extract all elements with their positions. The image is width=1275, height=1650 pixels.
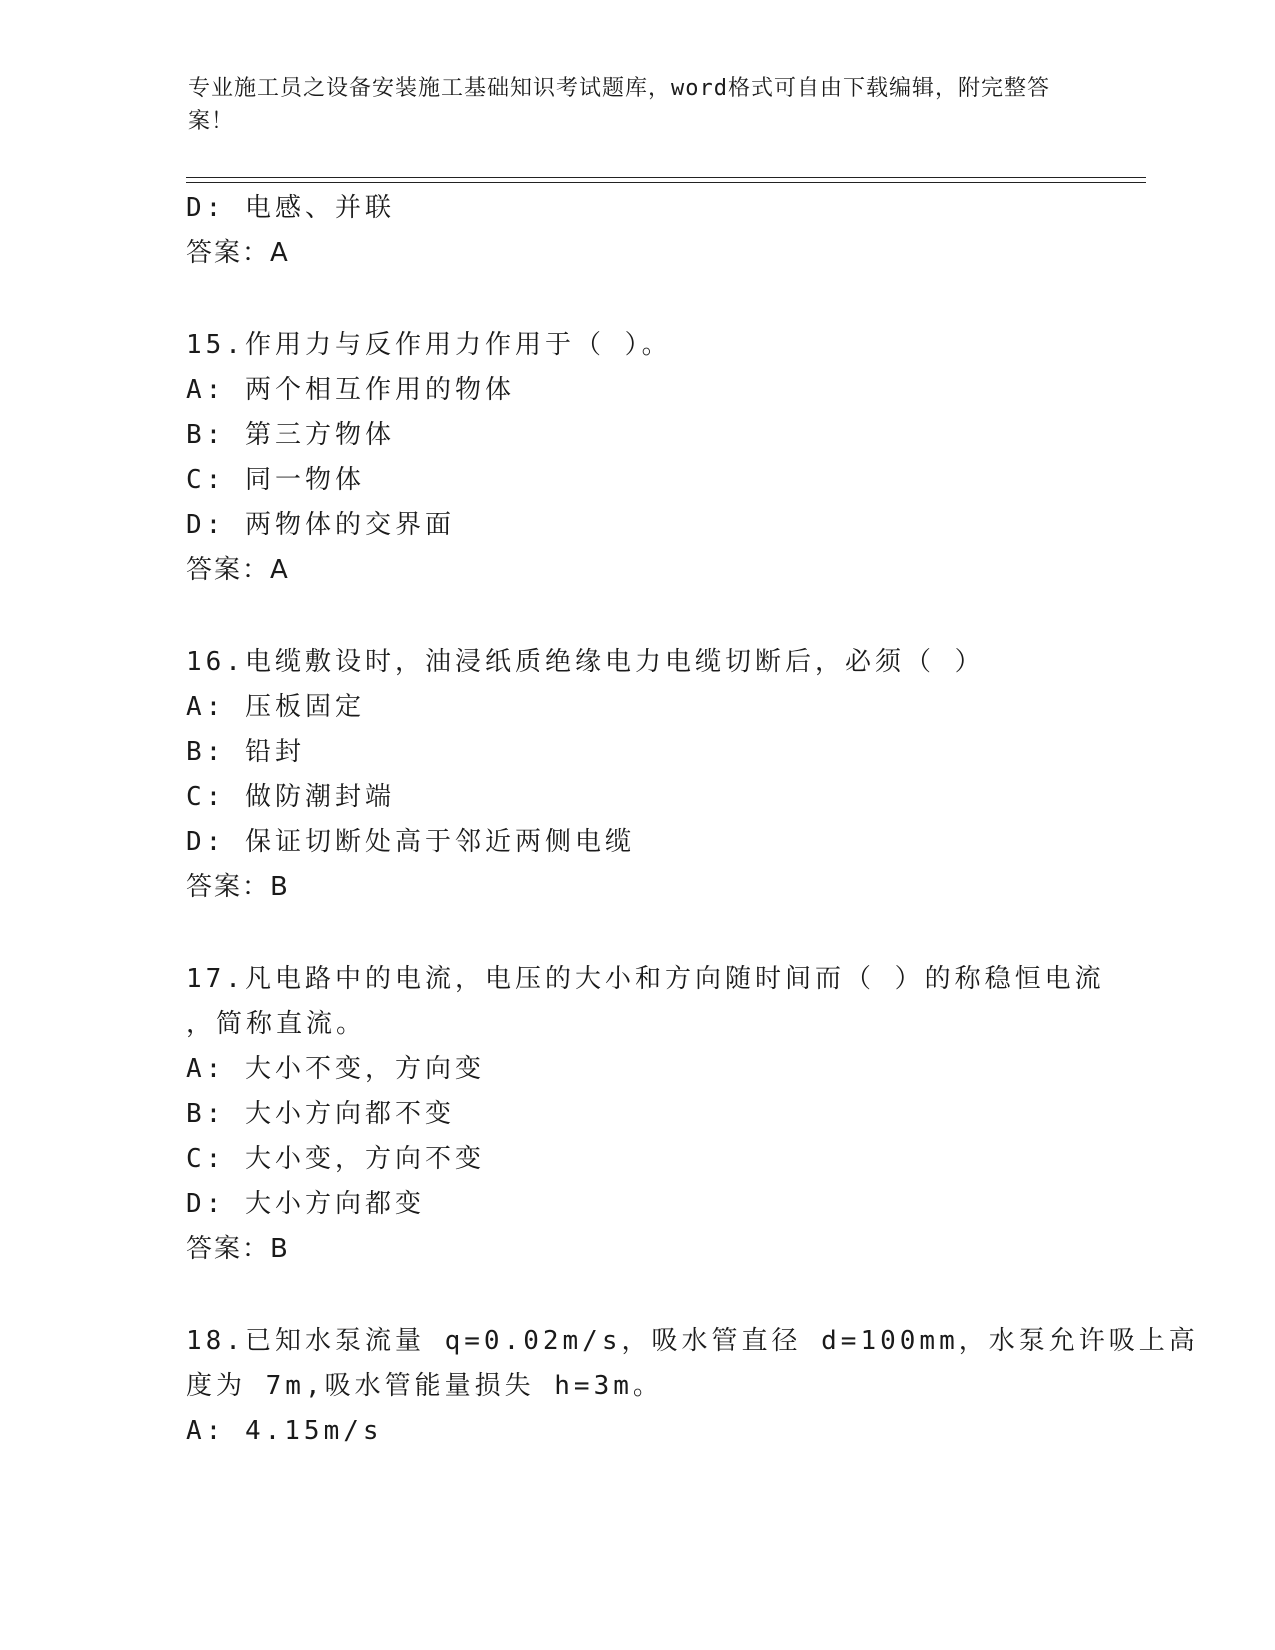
option-d: D: 电感、并联	[186, 193, 395, 223]
question-16	[186, 640, 1086, 910]
document-header: 专业施工员之设备安装施工基础知识考试题库，word格式可自由下载编辑，附完整答案！	[188, 76, 1050, 134]
option-a: A: 4.15m/s	[186, 1416, 383, 1446]
question-stem: 16.电缆敷设时，油浸纸质绝缘电力电缆切断后，必须（ ）	[186, 647, 985, 677]
option-c: C: 同一物体	[186, 465, 365, 495]
question-stem-line-2: 度为 7m,吸水管能量损失 h=3m。	[186, 1371, 663, 1401]
question-15	[186, 323, 1086, 593]
option-a: A: 大小不变，方向变	[186, 1054, 485, 1084]
option-b: B: 第三方物体	[186, 420, 395, 450]
answer: 答案：A	[186, 238, 290, 268]
answer: 答案：B	[186, 1234, 290, 1264]
header-divider-top	[186, 177, 1146, 178]
question-stem-line-1: 18.已知水泵流量 q=0.02m/s，吸水管直径 d=100mm，水泵允许吸上高	[186, 1326, 1199, 1356]
question-list	[186, 186, 1199, 1454]
option-d: D: 保证切断处高于邻近两侧电缆	[186, 827, 635, 857]
question-stem-line-2: ，简称直流。	[186, 1009, 367, 1039]
question-18	[186, 1319, 1199, 1454]
option-c: C: 大小变，方向不变	[186, 1144, 485, 1174]
answer: 答案：B	[186, 872, 290, 902]
option-d: D: 两物体的交界面	[186, 510, 455, 540]
option-b: B: 大小方向都不变	[186, 1099, 455, 1129]
option-d: D: 大小方向都变	[186, 1189, 425, 1219]
option-b: B: 铅封	[186, 737, 305, 767]
option-c: C: 做防潮封端	[186, 782, 395, 812]
header-divider-bottom	[186, 182, 1146, 183]
answer: 答案：A	[186, 555, 290, 585]
option-a: A: 两个相互作用的物体	[186, 375, 515, 405]
option-a: A: 压板固定	[186, 692, 365, 722]
question-17	[186, 957, 1105, 1272]
question-stem: 15.作用力与反作用力作用于（ ）。	[186, 330, 672, 360]
prev-question-block	[186, 186, 1086, 276]
question-stem-line-1: 17.凡电路中的电流，电压的大小和方向随时间而（ ）的称稳恒电流	[186, 964, 1105, 994]
